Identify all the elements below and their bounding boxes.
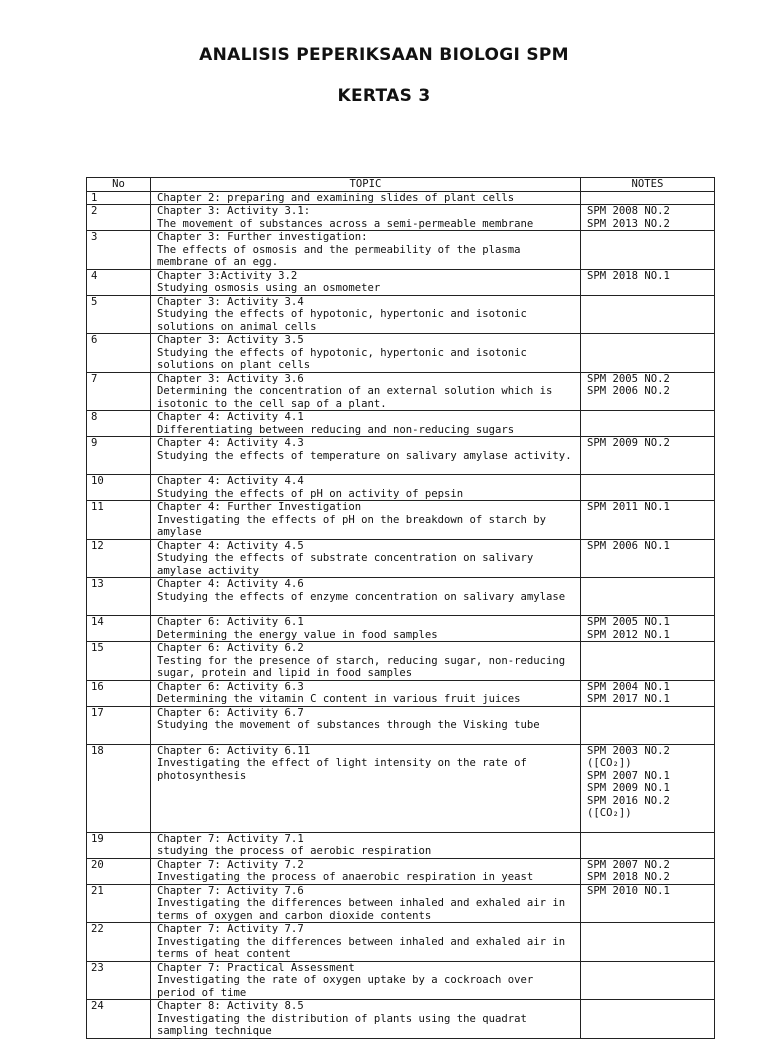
row-topic: Chapter 4: Activity 4.4 Studying the effects of pH on activity of pepsin xyxy=(151,475,581,501)
row-topic: Chapter 2: preparing and examining slides of plant cells xyxy=(151,191,581,205)
row-notes xyxy=(581,372,715,411)
table-row xyxy=(87,411,715,437)
row-topic: Chapter 3:Activity 3.2 Studying osmosis using an osmometer xyxy=(151,269,581,295)
row-notes xyxy=(581,295,715,334)
table-row xyxy=(87,231,715,270)
table-row xyxy=(87,372,715,411)
row-notes xyxy=(581,884,715,923)
row-notes xyxy=(581,923,715,962)
header-notes: NOTES xyxy=(581,178,715,192)
note-line: SPM 2005 NO.2 xyxy=(587,372,670,385)
row-topic: Chapter 7: Activity 7.1 studying the process of aerobic respiration xyxy=(151,832,581,858)
topics-table xyxy=(86,177,715,1039)
note-line: SPM 2006 NO.1 xyxy=(587,539,670,552)
row-number: 19 xyxy=(87,832,151,858)
row-number: 23 xyxy=(87,961,151,1000)
row-notes xyxy=(581,680,715,706)
row-number: 8 xyxy=(87,411,151,437)
row-notes xyxy=(581,832,715,858)
table-row xyxy=(87,205,715,231)
row-topic: Chapter 3: Activity 3.1: The movement of substances across a semi-permeable membrane xyxy=(151,205,581,231)
table-row xyxy=(87,437,715,475)
row-number: 14 xyxy=(87,616,151,642)
row-number: 21 xyxy=(87,884,151,923)
table-row xyxy=(87,578,715,616)
note-line: SPM 2010 NO.1 xyxy=(587,884,670,897)
note-line: SPM 2006 NO.2 xyxy=(587,385,670,397)
row-number: 22 xyxy=(87,923,151,962)
row-number: 9 xyxy=(87,437,151,475)
document-title: ANALISIS PEPERIKSAAN BIOLOGI SPM xyxy=(199,45,569,65)
note-line: SPM 2012 NO.1 xyxy=(587,628,670,641)
note-line: ([CO₂]) xyxy=(587,757,632,769)
table-row xyxy=(87,744,715,832)
note-line: SPM 2018 NO.2 xyxy=(587,871,670,883)
row-topic: Chapter 4: Activity 4.5 Studying the effects of substrate concentration on salivary amylase activity xyxy=(151,539,581,578)
row-topic: Chapter 6: Activity 6.7 Studying the movement of substances through the Visking tube xyxy=(151,706,581,744)
row-notes xyxy=(581,642,715,681)
row-notes xyxy=(581,334,715,373)
row-notes xyxy=(581,961,715,1000)
row-number: 2 xyxy=(87,205,151,231)
row-topic: Chapter 7: Practical Assessment Investigating the rate of oxygen uptake by a cockroach over period of time xyxy=(151,961,581,1000)
row-notes xyxy=(581,501,715,540)
note-line: SPM 2011 NO.1 xyxy=(587,501,670,513)
row-notes xyxy=(581,437,715,475)
row-number: 16 xyxy=(87,680,151,706)
row-number: 5 xyxy=(87,295,151,334)
table-header-row xyxy=(87,178,715,192)
table-row xyxy=(87,191,715,205)
table-row xyxy=(87,923,715,962)
row-number: 6 xyxy=(87,334,151,373)
row-notes xyxy=(581,539,715,578)
row-topic: Chapter 4: Activity 4.6 Studying the effects of enzyme concentration on salivary amylase xyxy=(151,578,581,616)
row-number: 17 xyxy=(87,706,151,744)
header-topic: TOPIC xyxy=(151,178,581,192)
row-number: 15 xyxy=(87,642,151,681)
row-notes xyxy=(581,578,715,616)
note-line: SPM 2017 NO.1 xyxy=(587,693,670,705)
row-topic: Chapter 7: Activity 7.2 Investigating the process of anaerobic respiration in yeast xyxy=(151,858,581,884)
row-notes xyxy=(581,269,715,295)
row-topic: Chapter 7: Activity 7.7 Investigating the differences between inhaled and exhaled air in terms of heat content xyxy=(151,923,581,962)
table-row xyxy=(87,539,715,578)
row-topic: Chapter 3: Activity 3.5 Studying the effects of hypotonic, hypertonic and isotonic solutions on plant cells xyxy=(151,334,581,373)
row-topic: Chapter 6: Activity 6.1 Determining the energy value in food samples xyxy=(151,616,581,642)
table-row xyxy=(87,475,715,501)
note-line: ([CO₂]) xyxy=(587,807,632,819)
note-line: SPM 2007 NO.1 xyxy=(587,769,670,782)
row-notes xyxy=(581,706,715,744)
note-line: SPM 2004 NO.1 xyxy=(587,680,670,693)
row-number: 11 xyxy=(87,501,151,540)
table-row xyxy=(87,334,715,373)
table-row xyxy=(87,832,715,858)
row-notes xyxy=(581,231,715,270)
table-row xyxy=(87,269,715,295)
note-line: SPM 2007 NO.2 xyxy=(587,858,670,871)
row-notes xyxy=(581,1000,715,1039)
note-line: SPM 2005 NO.1 xyxy=(587,616,670,628)
row-number: 3 xyxy=(87,231,151,270)
row-topic: Chapter 7: Activity 7.6 Investigating the differences between inhaled and exhaled air in terms of oxygen and carbon dioxide contents xyxy=(151,884,581,923)
row-number: 12 xyxy=(87,539,151,578)
document-subtitle: KERTAS 3 xyxy=(337,86,431,106)
table-row xyxy=(87,501,715,540)
note-line: SPM 2009 NO.2 xyxy=(587,437,670,449)
row-notes xyxy=(581,191,715,205)
row-number: 18 xyxy=(87,744,151,832)
table-row xyxy=(87,706,715,744)
row-number: 1 xyxy=(87,191,151,205)
row-topic: Chapter 8: Activity 8.5 Investigating the distribution of plants using the quadrat sampling technique xyxy=(151,1000,581,1039)
row-topic: Chapter 3: Activity 3.6 Determining the concentration of an external solution which is isotonic to the cell sap of a plant. xyxy=(151,372,581,411)
table-row xyxy=(87,884,715,923)
row-topic: Chapter 6: Activity 6.3 Determining the vitamin C content in various fruit juices xyxy=(151,680,581,706)
table-row xyxy=(87,961,715,1000)
note-line: SPM 2016 NO.2 xyxy=(587,794,670,807)
row-topic: Chapter 4: Activity 4.1 Differentiating between reducing and non-reducing sugars xyxy=(151,411,581,437)
header-no: No xyxy=(87,178,151,192)
table-row xyxy=(87,642,715,681)
row-notes xyxy=(581,858,715,884)
table-row xyxy=(87,1000,715,1039)
row-number: 13 xyxy=(87,578,151,616)
note-line: SPM 2018 NO.1 xyxy=(587,269,670,282)
row-notes xyxy=(581,616,715,642)
row-topic: Chapter 4: Activity 4.3 Studying the effects of temperature on salivary amylase activity. xyxy=(151,437,581,475)
row-notes xyxy=(581,411,715,437)
row-number: 20 xyxy=(87,858,151,884)
table-row xyxy=(87,616,715,642)
row-number: 7 xyxy=(87,372,151,411)
row-topic: Chapter 6: Activity 6.2 Testing for the presence of starch, reducing sugar, non-reducing sugar, protein and lipid in food samples xyxy=(151,642,581,681)
row-number: 4 xyxy=(87,269,151,295)
row-notes xyxy=(581,475,715,501)
row-number: 10 xyxy=(87,475,151,501)
row-topic: Chapter 3: Further investigation: The effects of osmosis and the permeability of the plasma membrane of an egg. xyxy=(151,231,581,270)
note-line: SPM 2009 NO.1 xyxy=(587,782,670,794)
row-notes xyxy=(581,744,715,832)
row-number: 24 xyxy=(87,1000,151,1039)
row-topic: Chapter 4: Further Investigation Investigating the effects of pH on the breakdown of starch by amylase xyxy=(151,501,581,540)
note-line: SPM 2008 NO.2 xyxy=(587,205,670,217)
row-notes xyxy=(581,205,715,231)
table-row xyxy=(87,680,715,706)
note-line: SPM 2013 NO.2 xyxy=(587,217,670,230)
row-topic: Chapter 3: Activity 3.4 Studying the effects of hypotonic, hypertonic and isotonic solutions on animal cells xyxy=(151,295,581,334)
table-row xyxy=(87,858,715,884)
note-line: SPM 2003 NO.2 xyxy=(587,744,670,757)
row-topic: Chapter 6: Activity 6.11 Investigating the effect of light intensity on the rate of photosynthesis xyxy=(151,744,581,832)
table-row xyxy=(87,295,715,334)
